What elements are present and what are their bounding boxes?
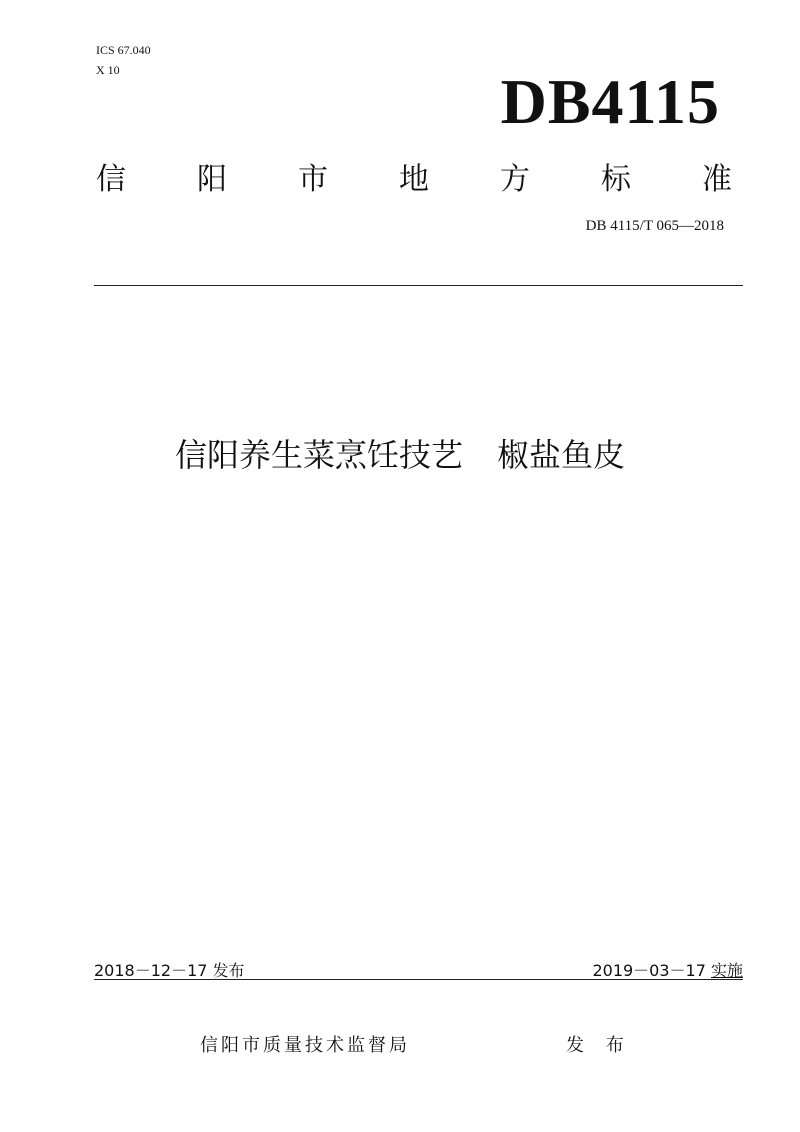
document-title (0, 430, 800, 476)
header-divider (94, 285, 743, 286)
ics-code: ICS 67.040 (96, 43, 151, 57)
standard-type-char: 信 (96, 162, 126, 197)
standard-type-char: 阳 (197, 162, 227, 197)
classification-code: X 10 (96, 63, 120, 77)
standard-type-heading (96, 154, 732, 198)
ics-block (96, 40, 151, 80)
date-row (94, 958, 743, 980)
standard-type-char: 准 (702, 162, 732, 197)
implement-date (592, 958, 743, 981)
implement-date-value: 2019－03－17 (592, 961, 711, 980)
standard-type-char: 标 (601, 162, 631, 197)
issue-label: 发 布 (566, 1035, 632, 1056)
title-main: 信阳养生菜烹饪技艺 (174, 436, 463, 474)
standard-code-large: DB4115 (500, 66, 720, 137)
publish-date: 2018－12－17 发布 (94, 961, 245, 980)
footer-divider (94, 979, 743, 980)
title-sub: 椒盐鱼皮 (497, 436, 626, 474)
standard-number: DB 4115/T 065—2018 (585, 218, 724, 234)
implement-word: 实施 (710, 961, 743, 980)
standard-type-char: 市 (298, 162, 328, 197)
issuing-authority: 信阳市质量技术监督局 (200, 1035, 410, 1056)
standard-type-char: 方 (500, 162, 530, 197)
standard-type-char: 地 (399, 162, 429, 197)
